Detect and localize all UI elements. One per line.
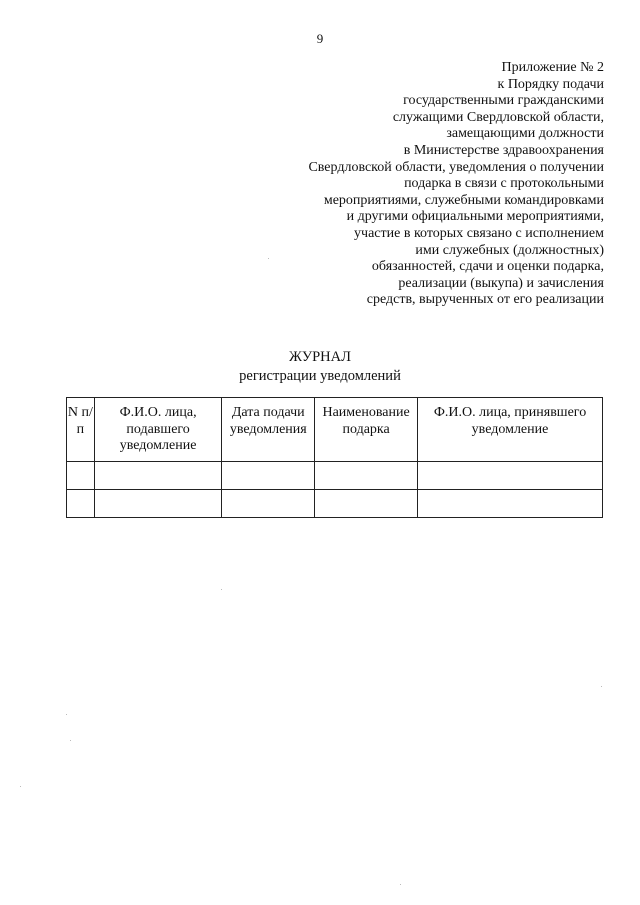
appendix-line: обязанностей, сдачи и оценки подарка,: [371, 259, 604, 275]
scan-speck: [268, 258, 269, 259]
table-cell: [418, 462, 603, 490]
column-header-gift-name: Наименование подарка: [315, 398, 418, 462]
journal-heading: [0, 348, 640, 386]
appendix-line: Приложение № 2: [501, 60, 604, 75]
table-cell: [67, 462, 95, 490]
appendix-line: подарка в связи с протокольными: [404, 176, 604, 192]
table-row: [67, 490, 603, 518]
table-cell: [94, 490, 222, 518]
appendix-line: Свердловской области, уведомления о получении: [308, 159, 604, 175]
scan-speck: [70, 740, 71, 741]
column-header-submitter: Ф.И.О. лица, подавшего уведомление: [94, 398, 222, 462]
scan-speck: [601, 686, 602, 687]
journal-subtitle: регистрации уведомлений: [239, 368, 401, 384]
table-cell: [315, 490, 418, 518]
journal-table: [66, 397, 603, 518]
table-cell: [222, 462, 315, 490]
table-row: [67, 462, 603, 490]
table-cell: [222, 490, 315, 518]
appendix-line: участие в которых связано с исполнением: [354, 225, 604, 241]
appendix-line: реализации (выкупа) и зачисления: [398, 275, 604, 291]
table-cell: [315, 462, 418, 490]
appendix-header: [244, 60, 604, 309]
appendix-line: в Министерстве здравоохранения: [403, 142, 604, 158]
table-header-row: [67, 398, 603, 462]
scan-speck: [400, 884, 401, 885]
page-number: 9: [316, 31, 324, 46]
appendix-line: служащими Свердловской области,: [392, 109, 604, 125]
appendix-line: мероприятиями, служебными командировками: [323, 192, 604, 208]
table-cell: [94, 462, 222, 490]
appendix-line: средств, вырученных от его реализации: [366, 292, 604, 308]
appendix-line: и другими официальными мероприятиями,: [346, 209, 604, 225]
appendix-line: государственными гражданскими: [403, 93, 604, 109]
table-cell: [418, 490, 603, 518]
scan-speck: [20, 786, 21, 787]
scan-speck: [221, 589, 222, 590]
column-header-receiver: Ф.И.О. лица, принявшего уведомление: [418, 398, 603, 462]
scan-speck: [66, 714, 67, 715]
column-header-date: Дата подачи уведомления: [222, 398, 315, 462]
appendix-line: к Порядку подачи: [497, 76, 604, 92]
appendix-line: замещающими должности: [446, 126, 604, 142]
table-cell: [67, 490, 95, 518]
column-header-number: N п/п: [67, 398, 95, 462]
journal-title: ЖУРНАЛ: [289, 349, 351, 365]
appendix-line: ими служебных (должностных): [415, 242, 604, 258]
